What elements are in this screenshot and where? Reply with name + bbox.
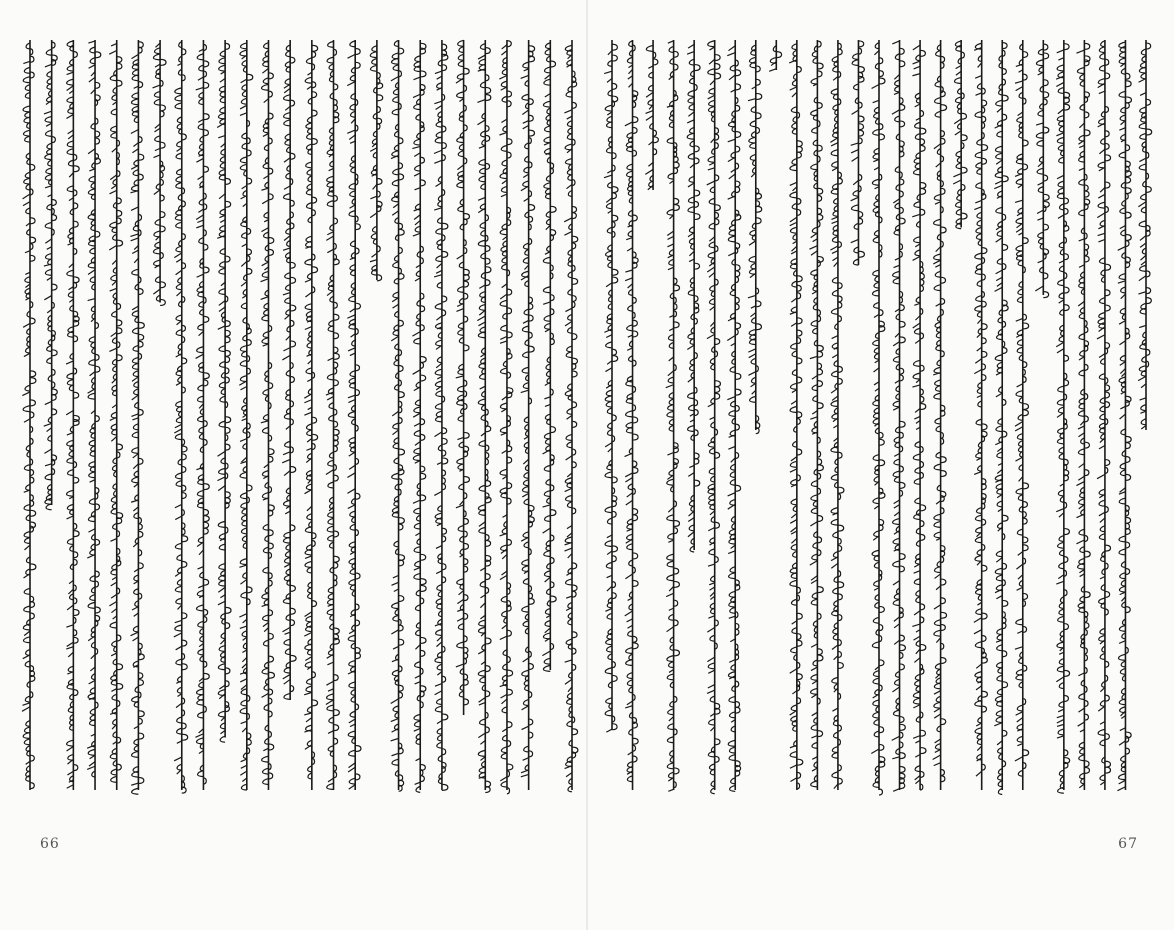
text-column: [1035, 40, 1049, 298]
mongolian-text-columns-left: [0, 0, 586, 930]
page-number-left: 66: [40, 836, 60, 852]
text-column: [953, 40, 967, 229]
text-column: [239, 40, 252, 790]
text-column: [326, 40, 339, 790]
text-column: [1056, 40, 1070, 793]
text-column: [1138, 40, 1152, 430]
text-column: [412, 40, 426, 792]
text-column: [625, 40, 639, 790]
page-right: [588, 0, 1174, 930]
text-column: [789, 40, 803, 790]
mongolian-text-columns-right: [588, 0, 1174, 930]
text-column: [153, 40, 166, 305]
text-column: [347, 40, 361, 790]
text-column: [974, 40, 988, 790]
text-column: [434, 40, 448, 790]
text-column: [130, 40, 144, 794]
text-column: [687, 40, 700, 552]
text-column: [1117, 40, 1131, 791]
text-column: [1076, 40, 1090, 790]
page-left: [0, 0, 586, 930]
text-column: [282, 40, 296, 700]
text-column: [830, 40, 844, 790]
text-column: [22, 40, 36, 790]
text-column: [217, 40, 231, 742]
text-column: [44, 40, 57, 510]
text-column: [1015, 40, 1029, 790]
text-column: [564, 40, 578, 792]
text-column: [87, 40, 101, 790]
text-column: [769, 40, 781, 71]
text-column: [851, 40, 865, 265]
text-column: [174, 40, 188, 793]
text-column: [666, 40, 680, 791]
text-column: [477, 40, 491, 793]
text-column: [66, 40, 79, 790]
text-column: [933, 40, 947, 790]
text-column: [707, 40, 721, 794]
text-column: [871, 40, 885, 795]
text-column: [645, 40, 658, 190]
text-column: [994, 40, 1008, 794]
text-column: [892, 40, 906, 791]
text-column: [1097, 40, 1111, 790]
text-column: [304, 40, 317, 790]
text-column: [109, 40, 122, 790]
text-column: [195, 40, 209, 790]
text-column: [456, 40, 470, 715]
text-column: [370, 40, 383, 281]
text-column: [604, 40, 618, 732]
text-column: [727, 40, 741, 791]
text-column: [912, 40, 926, 790]
text-column: [542, 40, 556, 671]
text-column: [261, 40, 275, 790]
page-number-right: 67: [1118, 836, 1138, 852]
text-column: [521, 40, 535, 790]
text-column: [499, 40, 513, 794]
text-column: [809, 40, 823, 790]
text-column: [391, 40, 405, 791]
text-column: [748, 40, 762, 434]
